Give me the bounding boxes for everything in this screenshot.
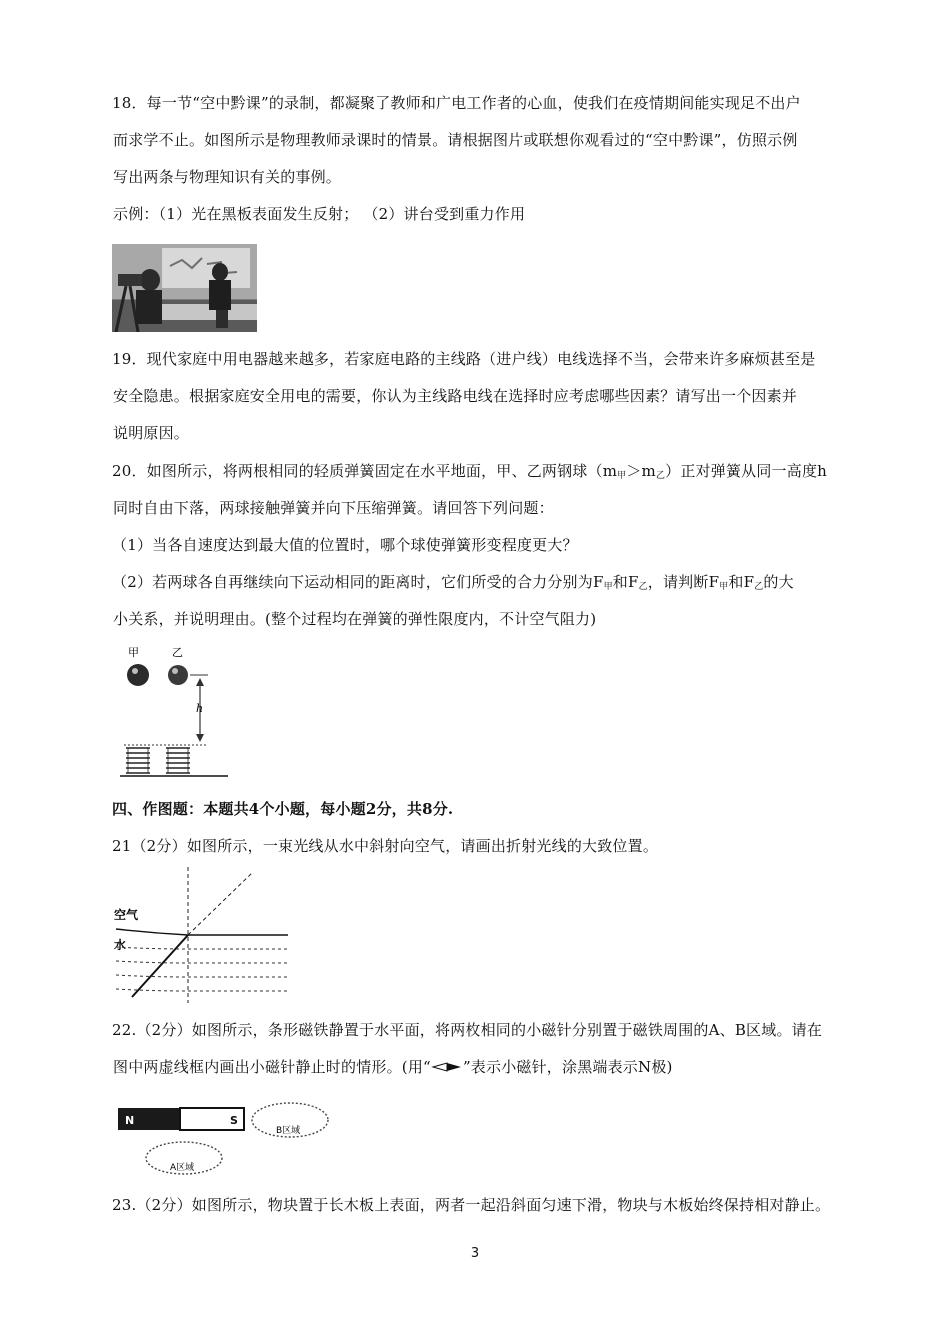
q18-line3: 写出两条与物理知识有关的事例。 xyxy=(113,168,342,186)
springs-balls-diagram xyxy=(118,642,230,782)
q19-line1: 19．现代家庭中用电器越来越多，若家庭电路的主线路（进户线）电线选择不当，会带来许多麻烦甚至是 xyxy=(112,350,816,368)
q19-line3: 说明原因。 xyxy=(113,424,190,442)
q18-example: 示例：（1）光在黑板表面发生反射； （2）讲台受到重力作用 xyxy=(113,205,526,223)
q22-line2: 图中两虚线框内画出小磁针静止时的情形。(用“ ”表示小磁针，涂黑端表示N极) xyxy=(113,1058,673,1076)
label-b: B区域 xyxy=(276,1126,301,1136)
label-n: N xyxy=(125,1114,135,1127)
spring-right xyxy=(166,748,190,773)
q20-part2: （2）若两球各自再继续向下运动相同的距离时，它们所受的合力分别为$F_甲$和$F_乙$，请判断$F_甲$和$F_乙$的大 xyxy=(112,573,794,592)
label-h: h xyxy=(196,702,204,715)
label-jia: 甲 xyxy=(128,646,139,659)
water-lines xyxy=(116,947,288,991)
compass-needle-icon xyxy=(431,1061,463,1073)
refraction-diagram xyxy=(112,865,292,1005)
label-air: 空气 xyxy=(114,908,139,922)
q18-line2: 而求学不止。如图所示是物理教师录课时的情景。请根据图片或联想你观看过的“空中黔课”，仿照示例 xyxy=(113,131,798,149)
ball-jia xyxy=(127,664,149,686)
q18-line1: 18．每一节“空中黔课”的录制，都凝聚了教师和广电工作者的心血，使我们在疫情期间能实现足不出户 xyxy=(112,94,801,112)
water-surface xyxy=(116,929,288,935)
q23-line1: 23.（2分）如图所示，物块置于长木板上表面，两者一起沿斜面匀速下滑，物块与木板始终保持相对静止。 xyxy=(112,1196,831,1214)
incident-ray xyxy=(132,935,188,997)
label-s: S xyxy=(230,1114,238,1127)
q20-line5: 小关系，并说明理由。(整个过程均在弹簧的弹性限度内，不计空气阻力) xyxy=(113,610,597,628)
section4-title: 四、作图题：本题共4个小题，每小题2分，共8分. xyxy=(112,800,454,818)
teacher-recording-photo xyxy=(112,244,257,332)
q21-line1: 21（2分）如图所示，一束光线从水中斜射向空气，请画出折射光线的大致位置。 xyxy=(112,837,659,855)
ball-yi xyxy=(168,665,188,685)
q20-part1: （1）当各自速度达到最大值的位置时，哪个球使弹簧形变程度更大？ xyxy=(112,536,578,554)
extension-line xyxy=(188,873,252,935)
q22-line1: 22.（2分）如图所示，条形磁铁静置于水平面，将两枚相同的小磁针分别置于磁铁周围的A、B区域。请在 xyxy=(112,1021,823,1039)
label-water: 水 xyxy=(114,938,127,952)
q20-line2: 同时自由下落，两球接触弹簧并向下压缩弹簧。请回答下列问题： xyxy=(113,499,554,517)
label-a: A区域 xyxy=(170,1163,195,1173)
label-yi: 乙 xyxy=(172,646,183,659)
q19-line2: 安全隐患。根据家庭安全用电的需要，你认为主线路电线在选择时应考虑哪些因素？请写出一个因素并 xyxy=(113,387,798,405)
q20-line1: 20．如图所示，将两根相同的轻质弹簧固定在水平地面，甲、乙两钢球$(m_甲>m_乙)$正对弹簧从同一高度h xyxy=(112,462,828,481)
page-number: 3 xyxy=(470,1246,480,1261)
magnet-diagram xyxy=(112,1098,342,1178)
spring-left xyxy=(126,748,150,773)
